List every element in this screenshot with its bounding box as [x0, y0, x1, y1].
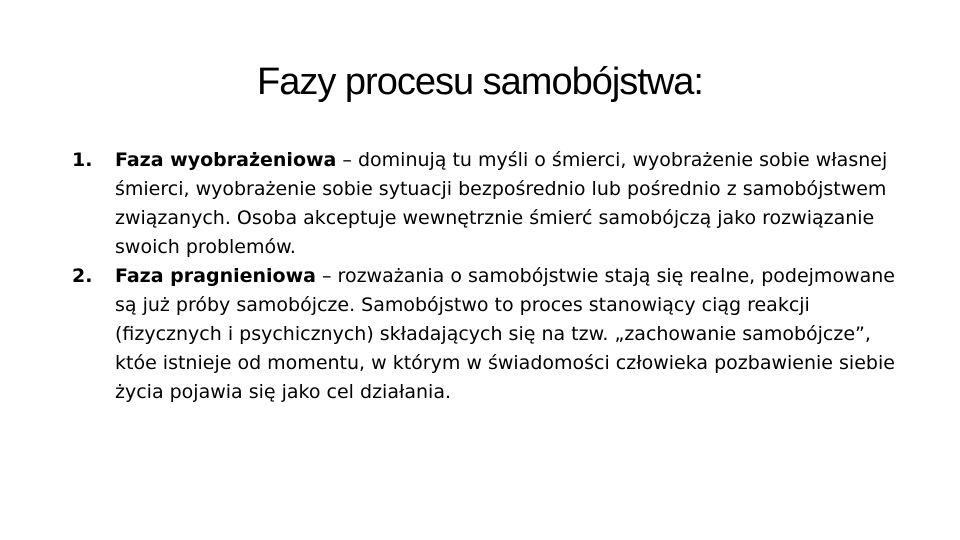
phase-list — [66, 146, 896, 407]
list-item-phase-1 — [66, 146, 896, 262]
list-item-number: 2. — [72, 265, 93, 287]
phase-description: – rozważania o samobójstwie stają się realne, podejmowane są już próby samobójcze. Samobójstwo to proces stanowiący ciąg reakcji (fizycznych i psychicznych) składających się na tzw. „zachowanie samobójcze”, któe istnieje od momentu, w którym w świadomości człowieka pozbawienie siebie życia pojawia się jako cel działania. — [115, 265, 895, 403]
phase-term: Faza pragnieniowa — [115, 265, 316, 287]
list-item-phase-2 — [66, 262, 896, 407]
list-item-number: 1. — [72, 149, 93, 171]
slide-title: Fazy procesu samobójstwa: — [257, 61, 703, 103]
phase-term: Faza wyobrażeniowa — [115, 149, 337, 171]
phase-description: – dominują tu myśli o śmierci, wyobrażenie sobie własnej śmierci, wyobrażenie sobie sytuacji bezpośrednio lub pośrednio z samobójstwem związanych. Osoba akceptuje wewnętrznie śmierć samobójczą jako rozwiązanie swoich problemów. — [115, 149, 888, 258]
